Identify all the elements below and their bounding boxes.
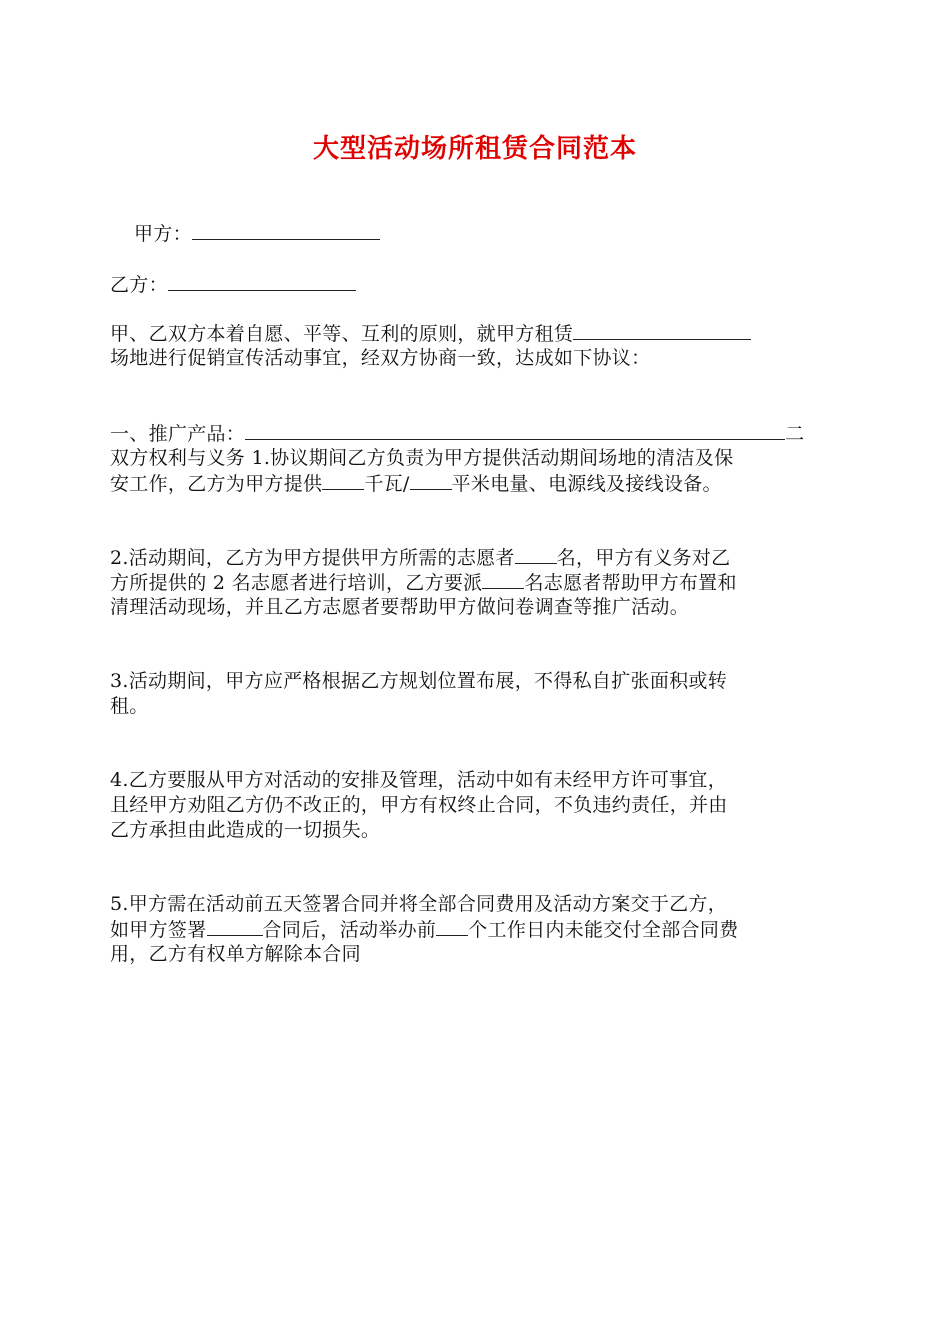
kilowatt-blank xyxy=(322,471,364,490)
workday-blank xyxy=(436,917,468,936)
clause3-text-2: 租。 xyxy=(110,695,149,717)
clause3-text-1: 3.活动期间，甲方应严格根据乙方规划位置布展，不得私自扩张面积或转 xyxy=(110,670,728,692)
clause5-text-1: 5.甲方需在活动前五天签署合同并将全部合同费用及活动方案交于乙方， xyxy=(110,893,728,915)
section1-text-2: 双方权利与义务 1.协议期间乙方负责为甲方提供活动期间场地的清洁及保 xyxy=(110,447,734,469)
clause5-text-2a: 如甲方签署 xyxy=(110,919,207,941)
intro-line-1 xyxy=(110,321,751,347)
clause2-text-1b: 名，甲方有义务对乙 xyxy=(556,547,731,569)
section1-line-2 xyxy=(110,446,733,471)
volunteer-count-blank xyxy=(515,545,557,564)
product-blank xyxy=(245,421,785,440)
clause4-line-2 xyxy=(110,793,728,818)
intro-line-2 xyxy=(110,346,650,371)
clause4-text-1: 4.乙方要服从甲方对活动的安排及管理，活动中如有未经甲方许可事宜， xyxy=(110,769,728,791)
party-b-line xyxy=(110,272,356,298)
document-title: 大型活动场所租赁合同范本 xyxy=(312,134,637,164)
clause2-text-1a: 2.活动期间，乙方为甲方提供甲方所需的志愿者 xyxy=(110,547,515,569)
clause2-text-2b: 名志愿者帮助甲方布置和 xyxy=(524,572,737,594)
section-two-marker: 二 xyxy=(785,423,805,445)
clause3-line-2 xyxy=(110,694,149,719)
party-b-label: 乙方： xyxy=(110,274,168,296)
intro-text-2: 场地进行促销宣传活动事宜，经双方协商一致，达成如下协议： xyxy=(110,347,651,369)
clause5-text-2b: 合同后，活动举办前 xyxy=(262,919,437,941)
signing-blank xyxy=(207,917,263,936)
section1-text-3b: 千瓦/ xyxy=(364,473,410,495)
party-b-blank xyxy=(168,272,356,291)
intro-text-1: 甲、乙双方本着自愿、平等、互利的原则，就甲方租赁 xyxy=(110,323,574,345)
section1-line-1 xyxy=(110,421,804,447)
section1-text-3a: 安工作，乙方为甲方提供 xyxy=(110,473,323,495)
clause5-line-2 xyxy=(110,917,738,943)
clause4-text-2: 且经甲方劝阻乙方仍不改正的，甲方有权终止合同，不负违约责任，并由 xyxy=(110,794,728,816)
square-meter-blank xyxy=(410,471,452,490)
clause4-text-3: 乙方承担由此造成的一切损失。 xyxy=(110,819,381,841)
section1-text-3c: 平米电量、电源线及接线设备。 xyxy=(451,473,722,495)
clause5-text-3: 用，乙方有权单方解除本合同 xyxy=(110,943,361,965)
clause4-line-1 xyxy=(110,768,727,793)
clause2-text-3: 清理活动现场，并且乙方志愿者要帮助甲方做问卷调查等推广活动。 xyxy=(110,596,690,618)
clause5-text-2c: 个工作日内未能交付全部合同费 xyxy=(468,919,739,941)
clause2-line-1 xyxy=(110,545,730,571)
party-a-label: 甲方： xyxy=(134,223,192,245)
assigned-volunteer-blank xyxy=(482,570,524,589)
clause2-line-3 xyxy=(110,595,689,620)
clause5-line-1 xyxy=(110,892,727,917)
party-a-blank xyxy=(192,221,380,240)
clause5-line-3 xyxy=(110,942,361,967)
clause3-line-1 xyxy=(110,669,727,694)
clause2-line-2 xyxy=(110,570,737,596)
section1-line-3 xyxy=(110,471,722,497)
clause4-line-3 xyxy=(110,818,380,843)
clause2-text-2a: 方所提供的 2 名志愿者进行培训，乙方要派 xyxy=(110,572,483,594)
party-a-line xyxy=(134,221,380,247)
product-label: 一、推广产品： xyxy=(110,423,246,445)
lease-venue-blank xyxy=(573,321,751,340)
